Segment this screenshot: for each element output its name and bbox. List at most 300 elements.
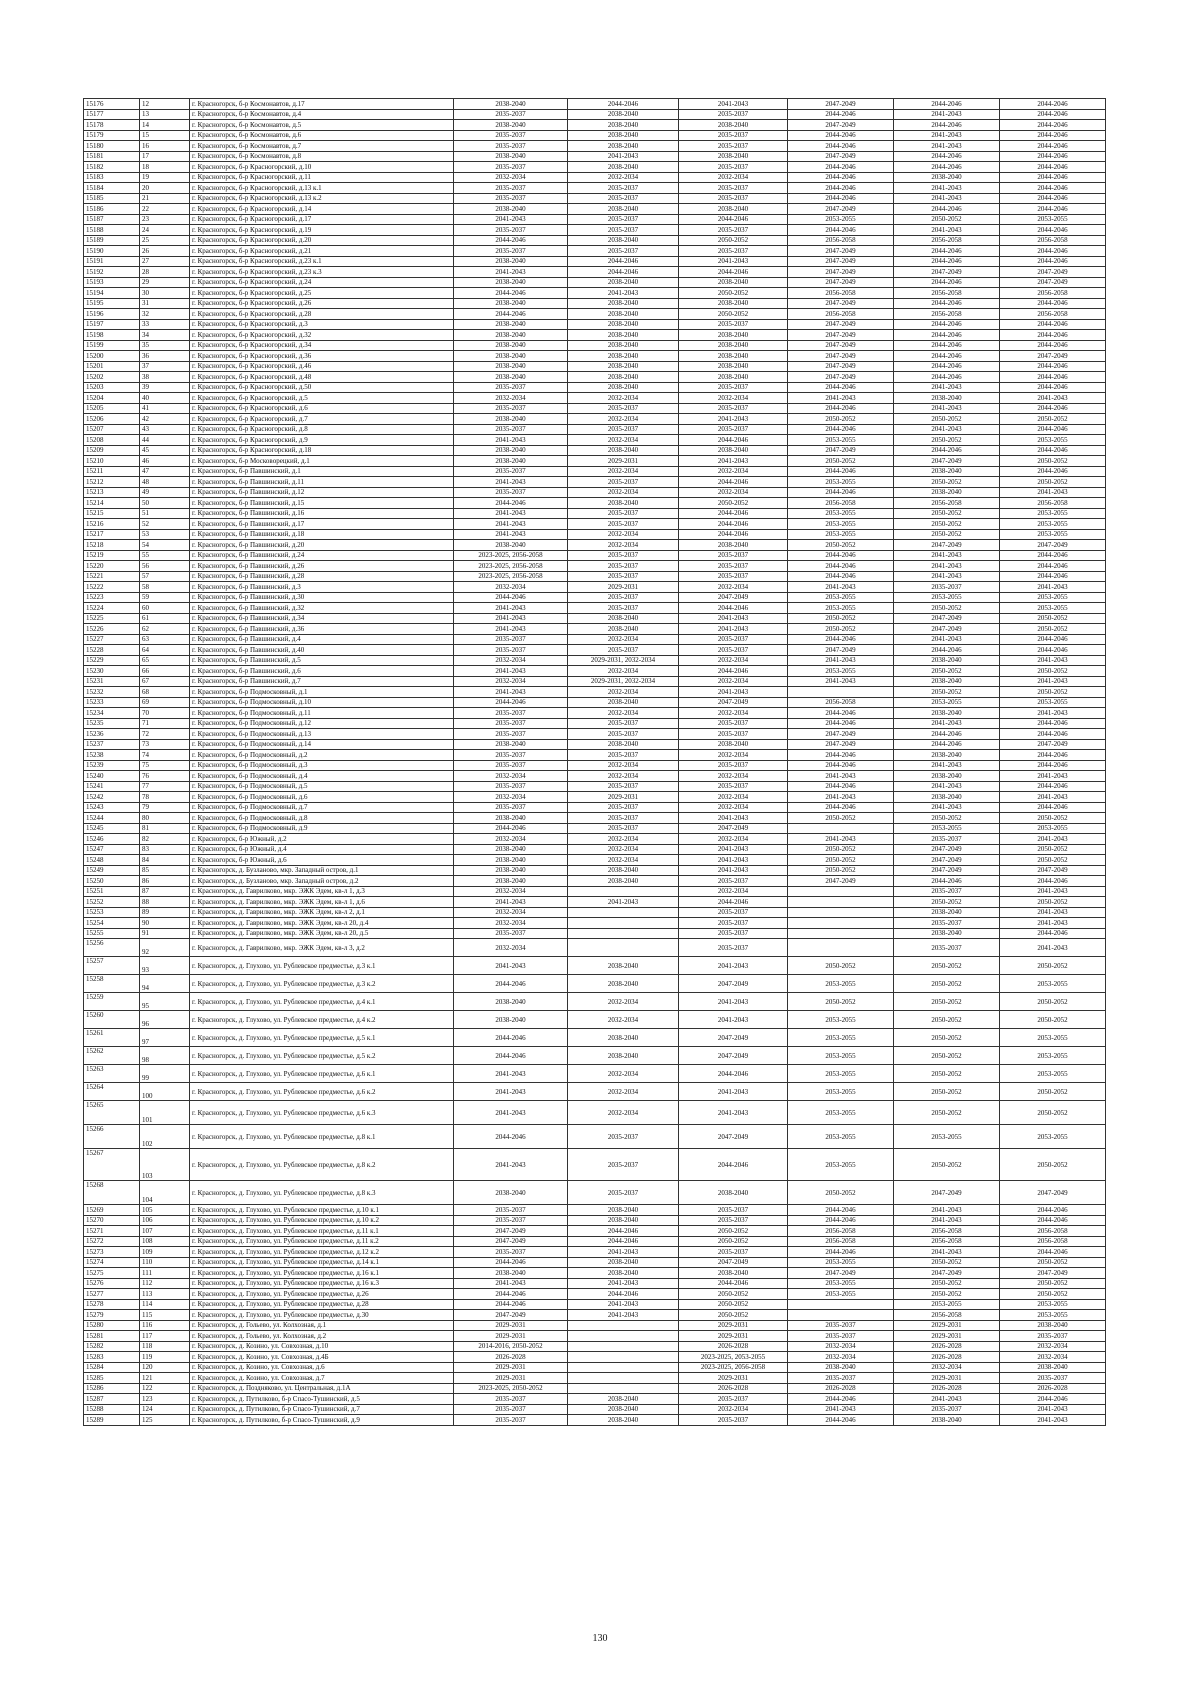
period-4-cell: 2050-2052 — [788, 993, 894, 1011]
period-5-cell: 2044-2046 — [894, 277, 1000, 288]
period-1-cell: 2032-2034 — [454, 918, 568, 929]
period-2-cell: 2035-2037 — [568, 1181, 679, 1205]
address-cell: г. Красногорск, б-р Павшинский, д.17 — [190, 519, 454, 530]
address-cell: г. Красногорск, д. Путилково, б-р Спасо-Тушинский, д.7 — [190, 1404, 454, 1415]
period-4-cell: 2053-2055 — [788, 1083, 894, 1101]
period-2-cell: 2041-2043 — [568, 288, 679, 299]
period-2-cell: 2032-2034 — [568, 834, 679, 845]
period-6-cell: 2044-2046 — [1000, 634, 1106, 645]
row-number-cell: 13 — [140, 109, 190, 120]
period-6-cell: 2038-2040 — [1000, 1320, 1106, 1331]
period-3-cell: 2035-2037 — [679, 918, 788, 929]
row-number-cell: 80 — [140, 813, 190, 824]
period-6-cell: 2044-2046 — [1000, 1215, 1106, 1226]
period-2-cell: 2035-2037 — [568, 561, 679, 572]
address-cell: г. Красногорск, д. Глухово, ул. Рублевское предместье, д.12 к.2 — [190, 1247, 454, 1258]
table-row — [84, 1278, 1106, 1289]
address-cell: г. Красногорск, б-р Красногорский, д.14 — [190, 204, 454, 215]
row-number-cell: 62 — [140, 624, 190, 635]
period-6-cell: 2044-2046 — [1000, 571, 1106, 582]
period-1-cell: 2038-2040 — [454, 865, 568, 876]
period-6-cell: 2053-2055 — [1000, 1125, 1106, 1149]
row-id-cell: 15218 — [84, 540, 140, 551]
period-4-cell: 2053-2055 — [788, 508, 894, 519]
row-id-cell: 15205 — [84, 403, 140, 414]
row-id-cell: 15221 — [84, 571, 140, 582]
period-4-cell: 2047-2049 — [788, 298, 894, 309]
address-cell: г. Красногорск, б-р Московорецкий, д.1 — [190, 456, 454, 467]
row-number-cell: 109 — [140, 1247, 190, 1258]
table-row — [84, 1181, 1106, 1205]
period-3-cell: 2044-2046 — [679, 435, 788, 446]
period-2-cell: 2044-2046 — [568, 1289, 679, 1300]
table-row — [84, 1065, 1106, 1083]
period-4-cell: 2041-2043 — [788, 655, 894, 666]
period-4-cell: 2044-2046 — [788, 466, 894, 477]
table-row — [84, 445, 1106, 456]
period-5-cell: 2044-2046 — [894, 204, 1000, 215]
period-1-cell: 2035-2037 — [454, 183, 568, 194]
period-2-cell: 2035-2037 — [568, 183, 679, 194]
period-2-cell — [568, 939, 679, 957]
row-number-cell: 52 — [140, 519, 190, 530]
period-1-cell: 2032-2034 — [454, 582, 568, 593]
period-4-cell — [788, 928, 894, 939]
row-number-cell: 19 — [140, 172, 190, 183]
period-1-cell: 2032-2034 — [454, 771, 568, 782]
period-2-cell: 2032-2034 — [568, 666, 679, 677]
period-5-cell: 2050-2052 — [894, 414, 1000, 425]
address-cell: г. Красногорск, б-р Подмосковный, д.9 — [190, 823, 454, 834]
row-id-cell: 15196 — [84, 309, 140, 320]
table-row — [84, 561, 1106, 572]
address-cell: г. Красногорск, д. Глухово, ул. Рублевское предместье, д.10 к.1 — [190, 1205, 454, 1216]
row-number-cell: 125 — [140, 1415, 190, 1426]
period-2-cell: 2035-2037 — [568, 645, 679, 656]
period-6-cell: 2050-2052 — [1000, 624, 1106, 635]
row-id-cell: 15247 — [84, 844, 140, 855]
period-1-cell: 2038-2040 — [454, 372, 568, 383]
table-row — [84, 477, 1106, 488]
period-5-cell: 2047-2049 — [894, 1181, 1000, 1205]
period-1-cell: 2038-2040 — [454, 298, 568, 309]
table-row — [84, 277, 1106, 288]
row-id-cell: 15273 — [84, 1247, 140, 1258]
period-1-cell: 2038-2040 — [454, 120, 568, 131]
period-2-cell: 2038-2040 — [568, 330, 679, 341]
period-6-cell: 2053-2055 — [1000, 1065, 1106, 1083]
period-1-cell: 2038-2040 — [454, 340, 568, 351]
period-4-cell: 2044-2046 — [788, 130, 894, 141]
period-6-cell: 2044-2046 — [1000, 403, 1106, 414]
period-3-cell: 2050-2052 — [679, 1236, 788, 1247]
row-number-cell: 56 — [140, 561, 190, 572]
row-id-cell: 15177 — [84, 109, 140, 120]
period-6-cell: 2050-2052 — [1000, 897, 1106, 908]
period-5-cell: 2044-2046 — [894, 351, 1000, 362]
row-number-cell: 25 — [140, 235, 190, 246]
period-5-cell: 2041-2043 — [894, 1205, 1000, 1216]
period-2-cell: 2035-2037 — [568, 246, 679, 257]
period-3-cell: 2035-2037 — [679, 319, 788, 330]
period-2-cell: 2032-2034 — [568, 1101, 679, 1125]
period-4-cell: 2053-2055 — [788, 1278, 894, 1289]
table-row — [84, 939, 1106, 957]
period-6-cell: 2044-2046 — [1000, 802, 1106, 813]
row-id-cell: 15255 — [84, 928, 140, 939]
row-number-cell: 54 — [140, 540, 190, 551]
period-6-cell: 2050-2052 — [1000, 1257, 1106, 1268]
period-2-cell — [568, 1373, 679, 1384]
row-number-cell: 49 — [140, 487, 190, 498]
row-id-cell: 15246 — [84, 834, 140, 845]
table-row — [84, 256, 1106, 267]
table-row — [84, 435, 1106, 446]
row-number-cell: 57 — [140, 571, 190, 582]
period-6-cell: 2050-2052 — [1000, 957, 1106, 975]
period-4-cell: 2041-2043 — [788, 582, 894, 593]
period-5-cell: 2056-2058 — [894, 1236, 1000, 1247]
period-3-cell: 2044-2046 — [679, 214, 788, 225]
period-2-cell: 2038-2040 — [568, 351, 679, 362]
period-1-cell: 2041-2043 — [454, 1101, 568, 1125]
table-row — [84, 697, 1106, 708]
row-id-cell: 15186 — [84, 204, 140, 215]
address-cell: г. Красногорск, б-р Красногорский, д.36 — [190, 351, 454, 362]
period-1-cell: 2035-2037 — [454, 1394, 568, 1405]
address-cell: г. Красногорск, д. Путилково, б-р Спасо-Тушинский, д.9 — [190, 1415, 454, 1426]
period-3-cell: 2041-2043 — [679, 855, 788, 866]
row-number-cell: 27 — [140, 256, 190, 267]
table-row — [84, 1083, 1106, 1101]
table-row — [84, 361, 1106, 372]
row-number-cell: 124 — [140, 1404, 190, 1415]
table-row — [84, 582, 1106, 593]
row-number-cell: 110 — [140, 1257, 190, 1268]
address-cell: г. Красногорск, д. Глухово, ул. Рублевское предместье, д.16 к.3 — [190, 1278, 454, 1289]
period-6-cell: 2050-2052 — [1000, 1083, 1106, 1101]
period-2-cell: 2038-2040 — [568, 319, 679, 330]
period-1-cell: 2029-2031 — [454, 1331, 568, 1342]
address-cell: г. Красногорск, б-р Красногорский, д.13 к.2 — [190, 193, 454, 204]
period-6-cell: 2044-2046 — [1000, 151, 1106, 162]
row-number-cell: 22 — [140, 204, 190, 215]
period-4-cell: 2056-2058 — [788, 498, 894, 509]
period-3-cell: 2041-2043 — [679, 613, 788, 624]
period-6-cell: 2056-2058 — [1000, 235, 1106, 246]
period-4-cell: 2044-2046 — [788, 1247, 894, 1258]
period-2-cell — [568, 1341, 679, 1352]
period-5-cell: 2044-2046 — [894, 319, 1000, 330]
period-4-cell: 2044-2046 — [788, 424, 894, 435]
period-5-cell: 2038-2040 — [894, 708, 1000, 719]
row-id-cell: 15204 — [84, 393, 140, 404]
row-id-cell: 15237 — [84, 739, 140, 750]
period-4-cell — [788, 918, 894, 929]
period-1-cell: 2035-2037 — [454, 403, 568, 414]
address-cell: г. Красногорск, б-р Подмосковный, д.4 — [190, 771, 454, 782]
period-2-cell: 2038-2040 — [568, 1029, 679, 1047]
table-row — [84, 813, 1106, 824]
period-3-cell: 2047-2049 — [679, 1257, 788, 1268]
row-id-cell: 15242 — [84, 792, 140, 803]
period-3-cell: 2044-2046 — [679, 1065, 788, 1083]
period-1-cell: 2041-2043 — [454, 687, 568, 698]
address-cell: г. Красногорск, б-р Павшинский, д.26 — [190, 561, 454, 572]
period-1-cell: 2032-2034 — [454, 393, 568, 404]
period-6-cell: 2056-2058 — [1000, 309, 1106, 320]
period-2-cell: 2038-2040 — [568, 162, 679, 173]
period-3-cell: 2035-2037 — [679, 225, 788, 236]
table-row — [84, 508, 1106, 519]
period-3-cell: 2032-2034 — [679, 655, 788, 666]
table-row — [84, 792, 1106, 803]
period-1-cell: 2035-2037 — [454, 487, 568, 498]
period-5-cell: 2047-2049 — [894, 613, 1000, 624]
period-1-cell: 2038-2040 — [454, 330, 568, 341]
address-cell: г. Красногорск, б-р Южный, д.4 — [190, 844, 454, 855]
row-number-cell: 41 — [140, 403, 190, 414]
period-3-cell: 2044-2046 — [679, 603, 788, 614]
table-row — [84, 739, 1106, 750]
period-5-cell: 2041-2043 — [894, 382, 1000, 393]
period-3-cell: 2032-2034 — [679, 886, 788, 897]
address-cell: г. Красногорск, б-р Павшинский, д.18 — [190, 529, 454, 540]
period-4-cell: 2047-2049 — [788, 340, 894, 351]
period-6-cell: 2050-2052 — [1000, 613, 1106, 624]
period-5-cell: 2050-2052 — [894, 214, 1000, 225]
period-3-cell: 2026-2028 — [679, 1341, 788, 1352]
period-6-cell: 2053-2055 — [1000, 975, 1106, 993]
period-4-cell: 2047-2049 — [788, 1268, 894, 1279]
row-number-cell: 53 — [140, 529, 190, 540]
row-number-cell: 103 — [140, 1149, 190, 1181]
address-cell: г. Красногорск, д. Глухово, ул. Рублевское предместье, д.6 к.1 — [190, 1065, 454, 1083]
table-row — [84, 414, 1106, 425]
address-cell: г. Красногорск, д. Глухово, ул. Рублевское предместье, д.10 к.2 — [190, 1215, 454, 1226]
period-5-cell: 2050-2052 — [894, 993, 1000, 1011]
period-3-cell: 2047-2049 — [679, 592, 788, 603]
period-6-cell: 2050-2052 — [1000, 666, 1106, 677]
period-5-cell: 2041-2043 — [894, 634, 1000, 645]
period-4-cell — [788, 907, 894, 918]
table-row — [84, 288, 1106, 299]
period-5-cell: 2050-2052 — [894, 1047, 1000, 1065]
period-4-cell: 2047-2049 — [788, 277, 894, 288]
period-6-cell: 2044-2046 — [1000, 645, 1106, 656]
period-4-cell: 2053-2055 — [788, 1125, 894, 1149]
period-2-cell: 2032-2034 — [568, 844, 679, 855]
period-5-cell: 2050-2052 — [894, 477, 1000, 488]
schedule-table-body — [84, 99, 1106, 1426]
period-3-cell: 2044-2046 — [679, 477, 788, 488]
period-2-cell: 2038-2040 — [568, 1268, 679, 1279]
period-4-cell — [788, 1310, 894, 1321]
row-number-cell: 67 — [140, 676, 190, 687]
row-number-cell: 96 — [140, 1011, 190, 1029]
table-row — [84, 928, 1106, 939]
period-2-cell: 2035-2037 — [568, 508, 679, 519]
table-row — [84, 750, 1106, 761]
period-4-cell: 2032-2034 — [788, 1341, 894, 1352]
period-6-cell: 2053-2055 — [1000, 697, 1106, 708]
row-id-cell: 15272 — [84, 1236, 140, 1247]
period-2-cell: 2035-2037 — [568, 781, 679, 792]
period-2-cell: 2038-2040 — [568, 876, 679, 887]
row-id-cell: 15281 — [84, 1331, 140, 1342]
period-3-cell: 2047-2049 — [679, 697, 788, 708]
period-6-cell: 2044-2046 — [1000, 109, 1106, 120]
row-id-cell: 15210 — [84, 456, 140, 467]
period-3-cell: 2035-2037 — [679, 729, 788, 740]
row-number-cell: 116 — [140, 1320, 190, 1331]
period-3-cell: 2035-2037 — [679, 760, 788, 771]
row-number-cell: 106 — [140, 1215, 190, 1226]
period-2-cell: 2038-2040 — [568, 865, 679, 876]
table-row — [84, 1383, 1106, 1394]
period-3-cell: 2026-2028 — [679, 1383, 788, 1394]
period-2-cell: 2035-2037 — [568, 550, 679, 561]
row-id-cell: 15258 — [84, 975, 140, 993]
period-5-cell: 2044-2046 — [894, 361, 1000, 372]
period-6-cell: 2041-2043 — [1000, 886, 1106, 897]
period-4-cell: 2047-2049 — [788, 361, 894, 372]
row-id-cell: 15176 — [84, 99, 140, 110]
row-number-cell: 35 — [140, 340, 190, 351]
row-id-cell: 15178 — [84, 120, 140, 131]
period-5-cell: 2050-2052 — [894, 1083, 1000, 1101]
table-row — [84, 1215, 1106, 1226]
table-row — [84, 993, 1106, 1011]
period-2-cell: 2038-2040 — [568, 309, 679, 320]
row-id-cell: 15222 — [84, 582, 140, 593]
period-6-cell: 2047-2049 — [1000, 865, 1106, 876]
period-4-cell: 2050-2052 — [788, 414, 894, 425]
period-1-cell: 2023-2025, 2050-2052 — [454, 1383, 568, 1394]
period-3-cell: 2035-2037 — [679, 193, 788, 204]
row-number-cell: 42 — [140, 414, 190, 425]
row-number-cell: 115 — [140, 1310, 190, 1321]
row-id-cell: 15228 — [84, 645, 140, 656]
row-number-cell: 94 — [140, 975, 190, 993]
period-5-cell: 2041-2043 — [894, 130, 1000, 141]
period-2-cell: 2038-2040 — [568, 1404, 679, 1415]
row-number-cell: 14 — [140, 120, 190, 131]
address-cell: г. Красногорск, д. Глухово, ул. Рублевское предместье, д.14 к.1 — [190, 1257, 454, 1268]
period-6-cell: 2050-2052 — [1000, 414, 1106, 425]
page-number: 130 — [592, 1633, 608, 1644]
period-2-cell: 2032-2034 — [568, 708, 679, 719]
table-row — [84, 855, 1106, 866]
table-row — [84, 1299, 1106, 1310]
period-1-cell: 2023-2025, 2056-2058 — [454, 571, 568, 582]
period-4-cell: 2041-2043 — [788, 834, 894, 845]
period-6-cell: 2047-2049 — [1000, 1268, 1106, 1279]
row-id-cell: 15212 — [84, 477, 140, 488]
table-row — [84, 330, 1106, 341]
period-4-cell: 2038-2040 — [788, 1362, 894, 1373]
address-cell: г. Красногорск, б-р Павшинский, д.12 — [190, 487, 454, 498]
period-2-cell: 2035-2037 — [568, 193, 679, 204]
period-3-cell: 2041-2043 — [679, 1011, 788, 1029]
period-1-cell: 2044-2046 — [454, 975, 568, 993]
address-cell: г. Красногорск, д. Гаврилково, мкр. ЭЖК Эдем, кв-л 1, д.3 — [190, 886, 454, 897]
row-id-cell: 15217 — [84, 529, 140, 540]
period-3-cell: 2032-2034 — [679, 802, 788, 813]
table-row — [84, 1029, 1106, 1047]
address-cell: г. Красногорск, д. Бузланово, мкр. Западный остров, д.1 — [190, 865, 454, 876]
period-4-cell: 2044-2046 — [788, 403, 894, 414]
period-5-cell: 2050-2052 — [894, 1257, 1000, 1268]
period-5-cell: 2050-2052 — [894, 975, 1000, 993]
row-number-cell: 98 — [140, 1047, 190, 1065]
period-4-cell: 2041-2043 — [788, 676, 894, 687]
period-5-cell: 2038-2040 — [894, 928, 1000, 939]
period-1-cell: 2044-2046 — [454, 697, 568, 708]
row-number-cell: 58 — [140, 582, 190, 593]
period-5-cell: 2038-2040 — [894, 487, 1000, 498]
address-cell: г. Красногорск, д. Глухово, ул. Рублевское предместье, д.3 к.2 — [190, 975, 454, 993]
period-3-cell: 2035-2037 — [679, 561, 788, 572]
row-number-cell: 28 — [140, 267, 190, 278]
period-5-cell: 2035-2037 — [894, 918, 1000, 929]
period-6-cell: 2050-2052 — [1000, 1011, 1106, 1029]
period-5-cell: 2041-2043 — [894, 193, 1000, 204]
period-4-cell: 2053-2055 — [788, 975, 894, 993]
period-4-cell: 2047-2049 — [788, 645, 894, 656]
period-2-cell: 2035-2037 — [568, 519, 679, 530]
period-2-cell: 2041-2043 — [568, 1299, 679, 1310]
period-3-cell: 2035-2037 — [679, 1415, 788, 1426]
period-4-cell — [788, 1299, 894, 1310]
period-1-cell: 2035-2037 — [454, 729, 568, 740]
row-id-cell: 15260 — [84, 1011, 140, 1029]
row-id-cell: 15200 — [84, 351, 140, 362]
period-1-cell: 2044-2046 — [454, 1029, 568, 1047]
period-2-cell: 2044-2046 — [568, 99, 679, 110]
row-number-cell: 48 — [140, 477, 190, 488]
address-cell: г. Красногорск, б-р Павшинский, д.15 — [190, 498, 454, 509]
period-1-cell: 2038-2040 — [454, 456, 568, 467]
period-5-cell: 2035-2037 — [894, 1404, 1000, 1415]
row-number-cell: 17 — [140, 151, 190, 162]
period-4-cell: 2053-2055 — [788, 1101, 894, 1125]
period-5-cell: 2041-2043 — [894, 424, 1000, 435]
row-number-cell: 77 — [140, 781, 190, 792]
period-3-cell: 2038-2040 — [679, 361, 788, 372]
row-number-cell: 107 — [140, 1226, 190, 1237]
period-3-cell: 2038-2040 — [679, 351, 788, 362]
period-3-cell: 2038-2040 — [679, 445, 788, 456]
period-2-cell: 2038-2040 — [568, 975, 679, 993]
period-6-cell: 2041-2043 — [1000, 939, 1106, 957]
row-number-cell: 50 — [140, 498, 190, 509]
row-id-cell: 15224 — [84, 603, 140, 614]
period-4-cell: 2053-2055 — [788, 666, 894, 677]
period-5-cell: 2056-2058 — [894, 235, 1000, 246]
period-4-cell: 2053-2055 — [788, 214, 894, 225]
period-3-cell: 2035-2037 — [679, 424, 788, 435]
period-1-cell: 2035-2037 — [454, 1215, 568, 1226]
period-1-cell: 2014-2016, 2050-2052 — [454, 1341, 568, 1352]
address-cell: г. Красногорск, б-р Павшинский, д.36 — [190, 624, 454, 635]
table-row — [84, 162, 1106, 173]
row-number-cell: 37 — [140, 361, 190, 372]
period-3-cell: 2038-2040 — [679, 1181, 788, 1205]
table-row — [84, 823, 1106, 834]
period-2-cell: 2032-2034 — [568, 540, 679, 551]
period-5-cell: 2041-2043 — [894, 1215, 1000, 1226]
